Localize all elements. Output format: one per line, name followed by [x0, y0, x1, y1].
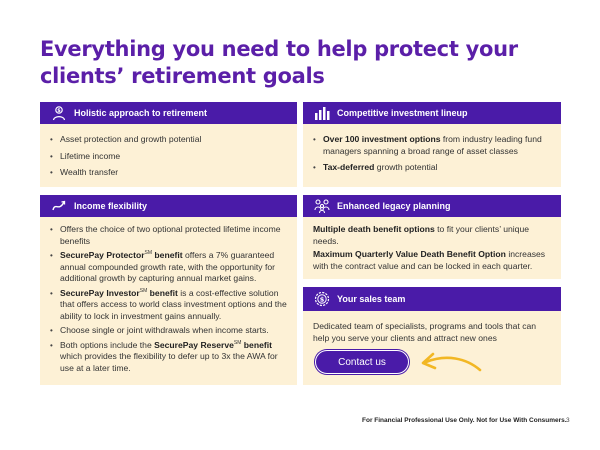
bold-text: benefit: [241, 339, 272, 350]
legacy-paragraph-2: [313, 249, 551, 272]
service-mark: SM: [144, 250, 153, 257]
holistic-list: [50, 134, 287, 179]
list-item: [313, 162, 551, 174]
svg-text:$: $: [319, 295, 325, 304]
list-item: [50, 288, 287, 323]
arrow-left-icon: [416, 348, 482, 378]
bold-text: Over 100 investment options: [323, 134, 441, 144]
list-item: • Asset protection and growth potential: [50, 134, 287, 146]
panel-investment-header: [303, 102, 561, 124]
service-mark: SM: [233, 339, 242, 346]
bold-text: Multiple death benefit options: [313, 224, 435, 234]
panel-holistic: [40, 102, 297, 187]
bold-text: Tax-deferred: [323, 162, 375, 172]
panel-legacy-header: [303, 195, 561, 217]
panel-investment-title: Competitive investment lineup: [337, 108, 468, 118]
panel-investment: [303, 102, 561, 187]
bold-text: benefit: [147, 287, 178, 298]
list-item: • Lifetime income: [50, 151, 287, 163]
text: Both options include the: [60, 339, 155, 350]
panel-legacy: [303, 195, 561, 279]
contact-us-button[interactable]: Contact us: [315, 350, 409, 374]
bold-text: SecurePay Reserve: [154, 339, 234, 350]
footer-disclaimer: For Financial Professional Use Only. Not for Use With Consumers.: [362, 417, 567, 424]
list-item: • Wealth transfer: [50, 167, 287, 179]
page-title: Everything you need to help protect your clients’ retirement goals: [40, 37, 518, 88]
page-number: 3: [566, 417, 570, 424]
bold-text: benefit: [152, 250, 183, 260]
legacy-paragraph-1: [313, 224, 551, 247]
panel-holistic-title: Holistic approach to retirement: [74, 108, 208, 118]
bar-chart-icon: [313, 104, 331, 122]
text: is a cost-effective solution that offers access to world class investment options and the ability to lock in investment gains annually.: [60, 287, 287, 321]
bold-text: SecurePay Protector: [60, 250, 145, 260]
panel-sales-title: Your sales team: [337, 294, 406, 304]
sales-text: Dedicated team of specialists, programs and tools that can help you serve your clients and attract new ones: [313, 321, 537, 343]
service-mark: SM: [139, 287, 148, 294]
panel-sales-header: [303, 287, 561, 311]
list-item: [313, 134, 551, 157]
text: which provides the flexibility to defer up to 3x the AWA for use at a later time.: [60, 351, 278, 373]
list-item: [50, 250, 287, 285]
panel-legacy-title: Enhanced legacy planning: [337, 201, 451, 211]
svg-text:$: $: [57, 108, 61, 114]
dollar-gear-icon: [313, 290, 331, 308]
text: increases with the contract value and can be locked in each quarter.: [313, 249, 546, 271]
person-dollar-icon: [50, 104, 68, 122]
text: offers a 7% guaranteed annual compounded growth rate, with the opportunity for additional growth by capturing annual market gains.: [60, 250, 275, 283]
panel-holistic-header: [40, 102, 297, 124]
flexible-arrow-icon: [50, 197, 68, 215]
panel-income-header: [40, 195, 297, 217]
income-list: [50, 224, 287, 374]
panel-income: [40, 195, 297, 385]
text: from industry leading fund managers spanning a broad range of asset classes: [323, 134, 542, 156]
bold-text: Maximum Quarterly Value Death Benefit Option: [313, 249, 506, 259]
investment-list: [313, 134, 551, 174]
list-item: • Choose single or joint withdrawals when income starts.: [50, 325, 287, 337]
family-icon: [313, 197, 331, 215]
list-item: [50, 340, 287, 375]
list-item: • Offers the choice of two optional protected lifetime income benefits: [50, 224, 287, 247]
bold-text: SecurePay Investor: [60, 287, 140, 298]
text: growth potential: [374, 162, 438, 172]
text: to fit your clients’ unique needs.: [313, 224, 530, 246]
panel-income-title: Income flexibility: [74, 201, 148, 211]
